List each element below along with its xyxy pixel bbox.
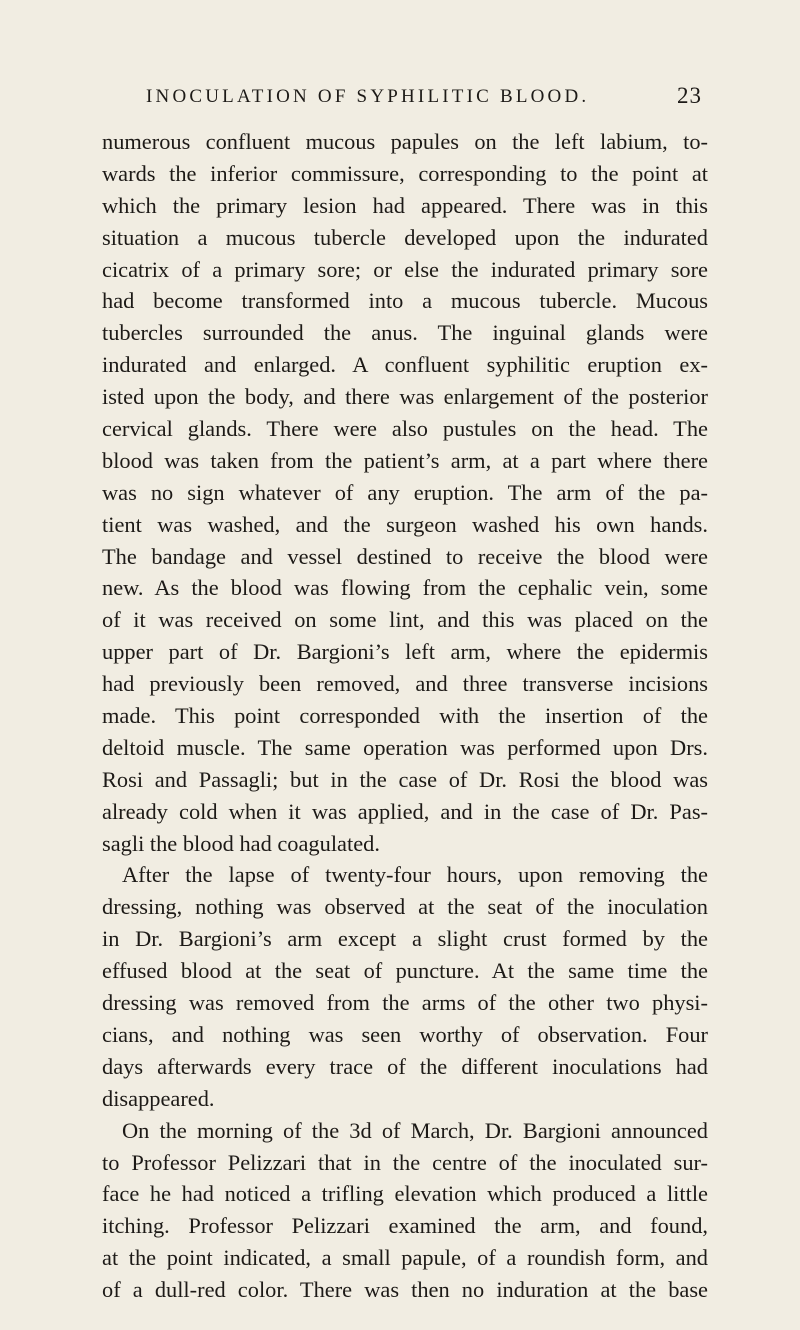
- text-line: The bandage and vessel destined to receive the blood were: [102, 543, 708, 569]
- text-line: wards the inferior commissure, corresponding to the point at: [102, 160, 708, 186]
- text-line: effused blood at the seat of puncture. At the same time the: [102, 958, 708, 984]
- text-line: which the primary lesion had appeared. There was in this: [102, 192, 708, 218]
- text-line: cervical glands. There were also pustules on the head. The: [102, 416, 708, 442]
- text-line: to Professor Pelizzari that in the centre of the inoculated sur-: [102, 1149, 708, 1175]
- text-line: After the lapse of twenty-four hours, upon removing the: [122, 862, 708, 888]
- body-text: [102, 126, 708, 1306]
- text-line: deltoid muscle. The same operation was performed upon Drs.: [102, 734, 708, 760]
- text-line: made. This point corresponded with the insertion of the: [102, 703, 708, 729]
- text-line: itching. Professor Pelizzari examined the arm, and found,: [102, 1213, 708, 1239]
- text-line: upper part of Dr. Bargioni’s left arm, where the epidermis: [102, 639, 708, 665]
- text-line: numerous confluent mucous papules on the left labium, to-: [102, 129, 708, 154]
- text-line: cians, and nothing was seen worthy of observation. Four: [102, 1021, 708, 1047]
- text-line: disappeared.: [102, 1085, 215, 1111]
- text-line: dressing was removed from the arms of the other two physi-: [102, 990, 708, 1016]
- text-line: situation a mucous tubercle developed upon the indurated: [102, 224, 708, 250]
- text-line: blood was taken from the patient’s arm, at a part where there: [102, 447, 708, 473]
- text-line: isted upon the body, and there was enlargement of the posterior: [102, 384, 708, 410]
- text-line: sagli the blood had coagulated.: [102, 830, 380, 856]
- text-line: indurated and enlarged. A confluent syphilitic eruption ex-: [102, 352, 708, 378]
- text-line: new. As the blood was flowing from the cephalic vein, some: [102, 575, 708, 601]
- text-line: On the morning of the 3d of March, Dr. Bargioni announced: [122, 1117, 708, 1143]
- text-line: had become transformed into a mucous tubercle. Mucous: [102, 288, 708, 314]
- text-line: cicatrix of a primary sore; or else the indurated primary sore: [102, 256, 708, 282]
- text-line: of a dull-red color. There was then no induration at the base: [102, 1277, 708, 1303]
- text-line: Rosi and Passagli; but in the case of Dr. Rosi the blood was: [102, 766, 708, 792]
- text-line: in Dr. Bargioni’s arm except a slight crust formed by the: [102, 926, 708, 952]
- text-line: already cold when it was applied, and in the case of Dr. Pas-: [102, 798, 708, 824]
- text-line: at the point indicated, a small papule, of a roundish form, and: [102, 1245, 708, 1271]
- text-line: of it was received on some lint, and this was placed on the: [102, 607, 708, 633]
- text-line: was no sign whatever of any eruption. The arm of the pa-: [102, 479, 708, 505]
- page-number: 23: [677, 83, 702, 108]
- text-line: dressing, nothing was observed at the seat of the inoculation: [102, 894, 708, 920]
- text-line: tubercles surrounded the anus. The inguinal glands were: [102, 320, 708, 346]
- text-line: had previously been removed, and three transverse incisions: [102, 671, 708, 697]
- text-line: face he had noticed a trifling elevation which produced a little: [102, 1181, 708, 1207]
- running-head: INOCULATION OF SYPHILITIC BLOOD.: [146, 86, 590, 107]
- text-line: days afterwards every trace of the different inoculations had: [102, 1053, 708, 1079]
- text-line: tient was washed, and the surgeon washed his own hands.: [102, 511, 708, 537]
